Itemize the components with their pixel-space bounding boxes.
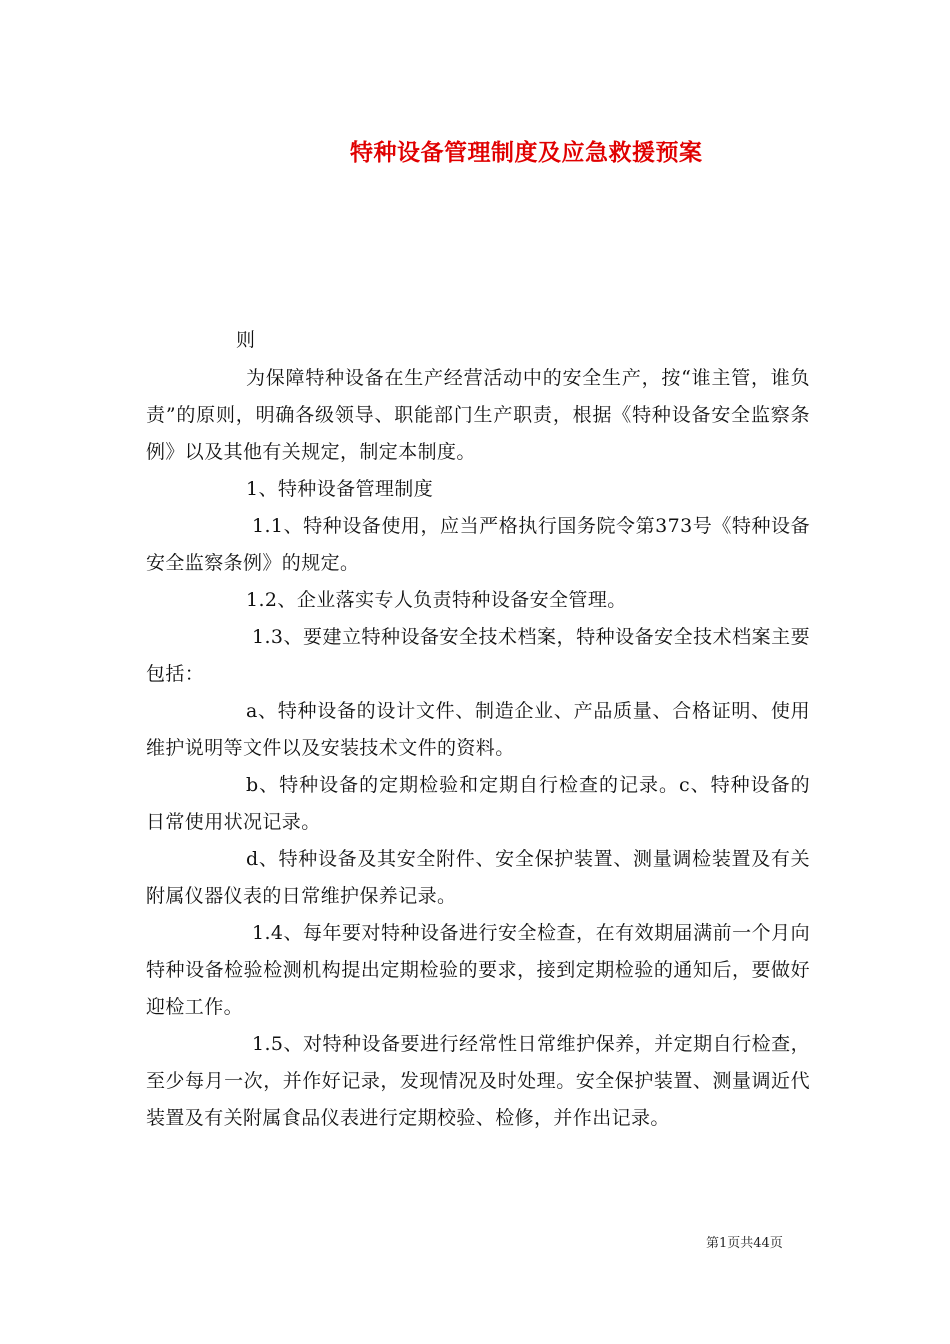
- paragraph-1-2: 1.2、企业落实专人负责特种设备安全管理。: [246, 589, 627, 611]
- paragraph-item-b-c: b、特种设备的定期检验和定期自行检查的记录。c、特种设备的日常使用状况记录。: [146, 774, 810, 833]
- page-number: 第1页共44页: [706, 1236, 783, 1251]
- paragraph-1-3: 1.3、要建立特种设备安全技术档案，特种设备安全技术档案主要包括：: [146, 626, 810, 685]
- document-body: [146, 360, 810, 1137]
- section-heading: 则: [236, 329, 256, 351]
- paragraph-section-1: 1、特种设备管理制度: [246, 478, 434, 500]
- paragraph-item-d: d、特种设备及其安全附件、安全保护装置、测量调检装置及有关附属仪器仪表的日常维护保养记录。: [146, 848, 810, 907]
- paragraph-1-5: 1.5、对特种设备要进行经常性日常维护保养，并定期自行检查，至少每月一次，并作好记录，发现情况及时处理。安全保护装置、测量调近代装置及有关附属食品仪表进行定期校验、检修，并作出记录。: [146, 1033, 810, 1129]
- document-title: 特种设备管理制度及应急救援预案: [350, 139, 703, 166]
- paragraph-intro: 为保障特种设备在生产经营活动中的安全生产，按“谁主管，谁负责”的原则，明确各级领导、职能部门生产职责，根据《特种设备安全监察条例》以及其他有关规定，制定本制度。: [146, 367, 810, 463]
- paragraph-1-1: 1.1、特种设备使用，应当严格执行国务院令第373号《特种设备安全监察条例》的规定。: [146, 515, 810, 574]
- paragraph-1-4: 1.4、每年要对特种设备进行安全检查，在有效期届满前一个月向特种设备检验检测机构提出定期检验的要求，接到定期检验的通知后，要做好迎检工作。: [146, 922, 810, 1018]
- paragraph-item-a: a、特种设备的设计文件、制造企业、产品质量、合格证明、使用维护说明等文件以及安装技术文件的资料。: [146, 700, 810, 759]
